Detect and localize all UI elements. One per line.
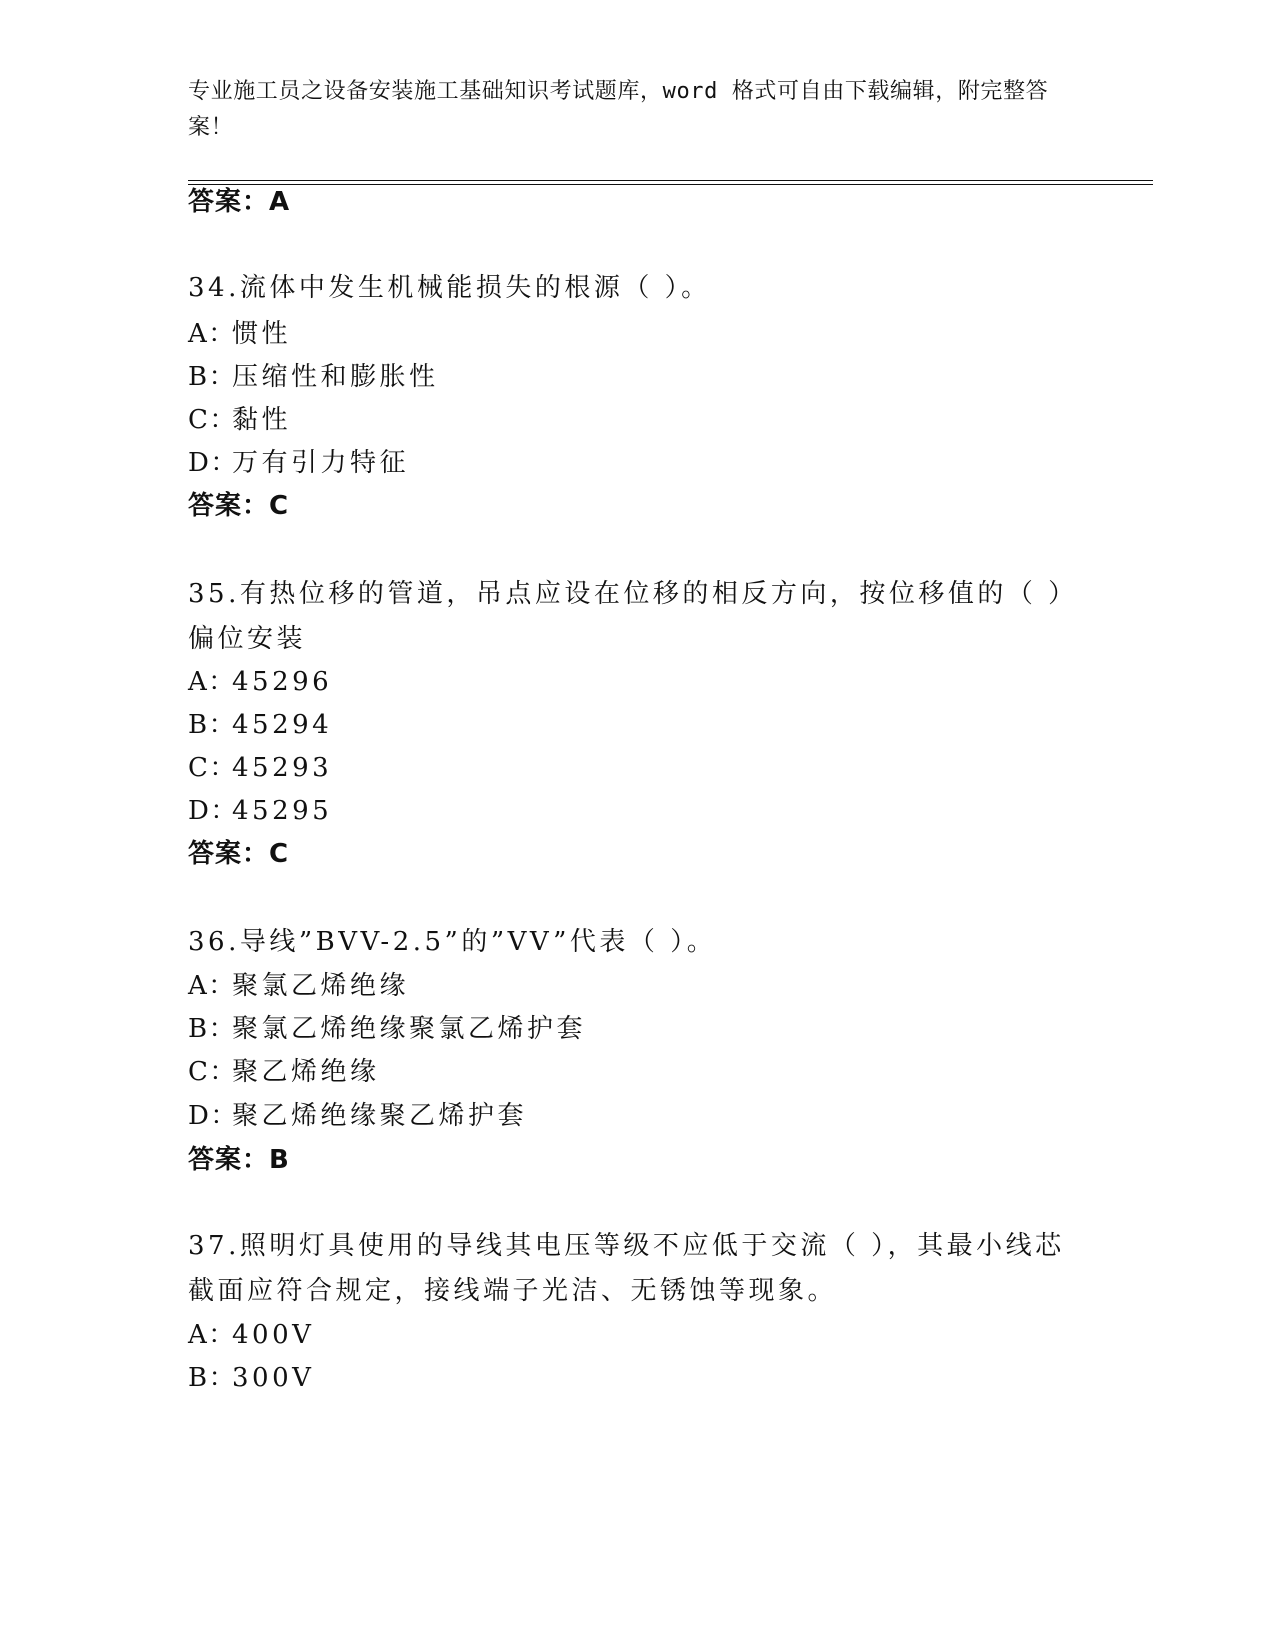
question-36-option-b [188,1013,586,1045]
question-34-option-a [188,318,291,350]
option-letter: B： [188,1363,237,1393]
option-letter: B： [188,710,237,740]
document-header: 专业施工员之设备安装施工基础知识考试题库，word 格式可自由下载编辑，附完整答案！ [188,79,1049,140]
option-letter: D： [188,1101,238,1131]
option-letter: C： [188,1057,237,1087]
option-text: 45295 [232,796,333,826]
option-text: 45294 [232,710,333,740]
question-36-answer: 答案：B [188,1145,290,1175]
option-letter: D： [188,448,238,478]
option-letter: D： [188,796,238,826]
question-35-option-c [188,752,332,784]
option-text: 聚氯乙烯绝缘聚氯乙烯护套 [232,1014,587,1044]
option-letter: B： [188,1014,237,1044]
question-36-option-d [188,1100,527,1132]
header-divider-thin [188,184,1153,185]
option-letter: A： [188,971,236,1001]
option-text: 300V [232,1363,315,1393]
question-35-answer: 答案：C [188,839,290,869]
option-text: 压缩性和膨胀性 [232,362,439,392]
header-divider-thick [188,180,1153,181]
option-text: 45293 [232,753,333,783]
question-35-option-a [188,666,332,698]
option-text: 惯性 [232,319,292,349]
option-text: 400V [232,1320,315,1350]
option-text: 聚氯乙烯绝缘 [232,971,410,1001]
question-35-option-b [188,709,332,741]
question-36-option-a [188,970,409,1002]
option-letter: A： [188,667,236,697]
option-letter: A： [188,319,236,349]
option-letter: B： [188,362,237,392]
question-37-stem: 37.照明灯具使用的导线其电压等级不应低于交流（ ），其最小线芯截面应符合规定，接线端子光洁、无锈蚀等现象。 [188,1231,1065,1306]
option-text: 黏性 [232,405,292,435]
option-text: 万有引力特征 [232,448,410,478]
question-37-option-a [188,1319,314,1351]
previous-answer: 答案：A [188,187,291,217]
option-letter: A： [188,1320,236,1350]
question-34-option-d [188,447,409,479]
question-34-option-c [188,404,291,436]
question-34-option-b [188,361,439,393]
question-35-option-d [188,795,332,827]
option-text: 聚乙烯绝缘 [232,1057,380,1087]
question-36-option-c [188,1056,380,1088]
option-letter: C： [188,753,237,783]
option-letter: C： [188,405,237,435]
option-text: 聚乙烯绝缘聚乙烯护套 [232,1101,528,1131]
question-35-stem: 35.有热位移的管道，吊点应设在位移的相反方向，按位移值的（ ）偏位安装 [188,579,1078,654]
question-34-stem: 34.流体中发生机械能损失的根源（ ）。 [188,273,711,303]
document-page [188,0,1153,1650]
option-text: 45296 [232,667,333,697]
question-34-answer: 答案：C [188,491,290,521]
question-37-option-b [188,1362,314,1394]
question-36-stem: 36.导线”BVV-2.5”的”VV”代表（ ）。 [188,927,717,957]
